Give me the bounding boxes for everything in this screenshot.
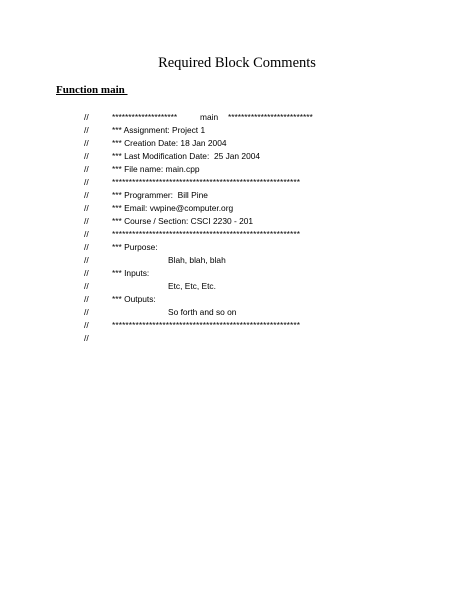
comment-line-purpose-text <box>0 254 474 267</box>
comment-line-email <box>0 202 474 215</box>
comment-marker: // <box>84 151 89 161</box>
comment-marker: // <box>84 307 89 317</box>
comment-marker: // <box>84 242 89 252</box>
header-function-name: main <box>200 112 219 122</box>
header-left-stars: ******************** <box>112 112 178 122</box>
comment-marker: // <box>84 268 89 278</box>
comment-line-inputs-label <box>0 267 474 280</box>
page-title: Required Block Comments <box>158 55 316 71</box>
comment-line-rule-3 <box>0 319 474 332</box>
star-rule: ******************************************************** <box>112 177 301 187</box>
comment-line-outputs-text <box>0 306 474 319</box>
comment-marker: // <box>84 294 89 304</box>
comment-marker: // <box>84 281 89 291</box>
comment-line-purpose-label <box>0 241 474 254</box>
assignment-text: *** Assignment: Project 1 <box>112 125 206 135</box>
comment-marker: // <box>84 112 89 122</box>
comment-line-creation-date <box>0 137 474 150</box>
comment-marker: // <box>84 203 89 213</box>
purpose-text: Blah, blah, blah <box>168 255 226 265</box>
comment-line-file-name <box>0 163 474 176</box>
comment-marker: // <box>84 333 89 343</box>
comment-marker: // <box>84 255 89 265</box>
comment-line-header <box>0 111 474 124</box>
course-section-text: *** Course / Section: CSCI 2230 - 201 <box>112 216 254 226</box>
section-heading: Function main <box>56 84 128 96</box>
comment-line-rule-1 <box>0 176 474 189</box>
comment-marker: // <box>84 320 89 330</box>
programmer-text: *** Programmer: Bill Pine <box>112 190 208 200</box>
modification-date-text: *** Last Modification Date: 25 Jan 2004 <box>112 151 261 161</box>
comment-line-assignment <box>0 124 474 137</box>
header-right-stars: ************************** <box>228 112 313 122</box>
outputs-label: *** Outputs: <box>112 294 156 304</box>
file-name-text: *** File name: main.cpp <box>112 164 200 174</box>
comment-line-outputs-label <box>0 293 474 306</box>
outputs-text: So forth and so on <box>168 307 237 317</box>
email-text: *** Email: vwpine@computer.org <box>112 203 234 213</box>
comment-marker: // <box>84 229 89 239</box>
comment-line-course-section <box>0 215 474 228</box>
comment-marker: // <box>84 164 89 174</box>
comment-line-rule-2 <box>0 228 474 241</box>
comment-line-modification-date <box>0 150 474 163</box>
star-rule: ******************************************************** <box>112 320 301 330</box>
creation-date-text: *** Creation Date: 18 Jan 2004 <box>112 138 227 148</box>
inputs-label: *** Inputs: <box>112 268 150 278</box>
comment-marker: // <box>84 216 89 226</box>
comment-marker: // <box>84 177 89 187</box>
comment-marker: // <box>84 125 89 135</box>
star-rule: ******************************************************** <box>112 229 301 239</box>
comment-line-closing <box>0 332 474 345</box>
purpose-label: *** Purpose: <box>112 242 158 252</box>
comment-marker: // <box>84 138 89 148</box>
inputs-text: Etc, Etc, Etc. <box>168 281 216 291</box>
comment-line-programmer <box>0 189 474 202</box>
comment-marker: // <box>84 190 89 200</box>
comment-line-inputs-text <box>0 280 474 293</box>
